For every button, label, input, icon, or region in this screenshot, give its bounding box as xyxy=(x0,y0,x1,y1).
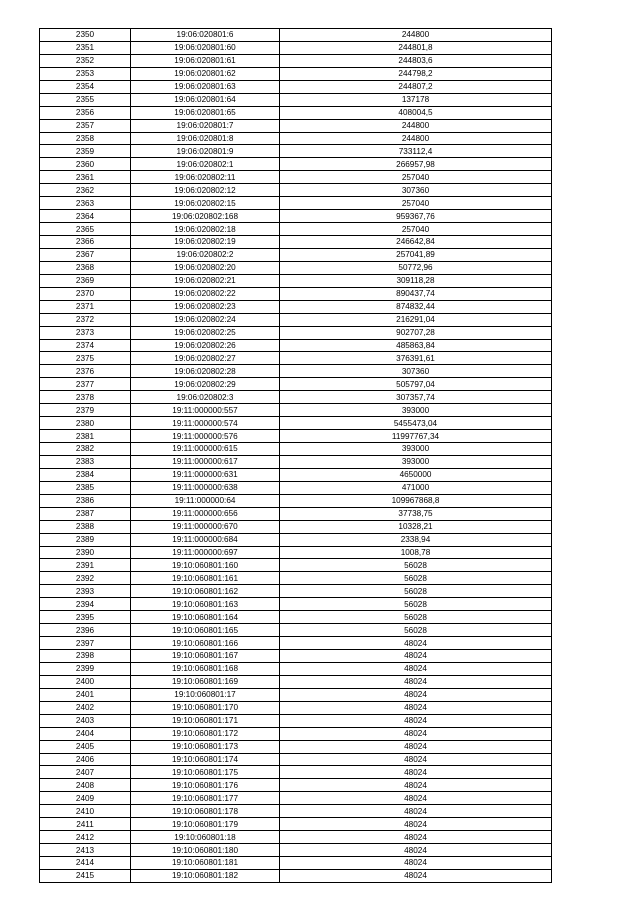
cadastral-number-cell: 19:11:000000:617 xyxy=(131,455,280,468)
value-cell: 137178 xyxy=(280,93,552,106)
row-number-cell: 2396 xyxy=(40,624,131,637)
cadastral-number-cell: 19:10:060801:176 xyxy=(131,779,280,792)
row-number-cell: 2366 xyxy=(40,236,131,249)
value-cell: 48024 xyxy=(280,857,552,870)
value-cell: 48024 xyxy=(280,714,552,727)
table-row xyxy=(40,197,552,210)
table-row xyxy=(40,210,552,223)
value-cell: 244801,8 xyxy=(280,41,552,54)
row-number-cell: 2394 xyxy=(40,598,131,611)
row-number-cell: 2400 xyxy=(40,675,131,688)
table-row xyxy=(40,430,552,443)
row-number-cell: 2411 xyxy=(40,818,131,831)
table-row xyxy=(40,494,552,507)
table-row xyxy=(40,857,552,870)
value-cell: 307360 xyxy=(280,365,552,378)
cadastral-number-cell: 19:11:000000:615 xyxy=(131,443,280,456)
row-number-cell: 2357 xyxy=(40,119,131,132)
table-row xyxy=(40,313,552,326)
cadastral-number-cell: 19:11:000000:656 xyxy=(131,507,280,520)
row-number-cell: 2413 xyxy=(40,844,131,857)
cadastral-number-cell: 19:06:020802:26 xyxy=(131,339,280,352)
row-number-cell: 2371 xyxy=(40,300,131,313)
value-cell: 56028 xyxy=(280,624,552,637)
value-cell: 48024 xyxy=(280,727,552,740)
table-row xyxy=(40,714,552,727)
table-row xyxy=(40,831,552,844)
row-number-cell: 2369 xyxy=(40,274,131,287)
value-cell: 48024 xyxy=(280,662,552,675)
cadastral-value-table xyxy=(39,28,552,883)
table-row xyxy=(40,236,552,249)
value-cell: 48024 xyxy=(280,831,552,844)
row-number-cell: 2407 xyxy=(40,766,131,779)
table-row xyxy=(40,106,552,119)
cadastral-number-cell: 19:11:000000:557 xyxy=(131,404,280,417)
value-cell: 408004,5 xyxy=(280,106,552,119)
value-cell: 244800 xyxy=(280,119,552,132)
table-row xyxy=(40,54,552,67)
cadastral-number-cell: 19:06:020801:65 xyxy=(131,106,280,119)
cadastral-number-cell: 19:10:060801:177 xyxy=(131,792,280,805)
row-number-cell: 2414 xyxy=(40,857,131,870)
value-cell: 244800 xyxy=(280,29,552,42)
value-cell: 393000 xyxy=(280,455,552,468)
row-number-cell: 2409 xyxy=(40,792,131,805)
value-cell: 48024 xyxy=(280,753,552,766)
row-number-cell: 2399 xyxy=(40,662,131,675)
table-row xyxy=(40,261,552,274)
table-row xyxy=(40,326,552,339)
table-row xyxy=(40,805,552,818)
row-number-cell: 2374 xyxy=(40,339,131,352)
value-cell: 48024 xyxy=(280,701,552,714)
table-row xyxy=(40,404,552,417)
cadastral-number-cell: 19:11:000000:670 xyxy=(131,520,280,533)
value-cell: 56028 xyxy=(280,559,552,572)
row-number-cell: 2392 xyxy=(40,572,131,585)
cadastral-number-cell: 19:10:060801:168 xyxy=(131,662,280,675)
value-cell: 733112,4 xyxy=(280,145,552,158)
value-cell: 48024 xyxy=(280,740,552,753)
value-cell: 48024 xyxy=(280,869,552,882)
cadastral-number-cell: 19:11:000000:631 xyxy=(131,468,280,481)
value-cell: 4650000 xyxy=(280,468,552,481)
table-row xyxy=(40,533,552,546)
value-cell: 244807,2 xyxy=(280,80,552,93)
table-row xyxy=(40,779,552,792)
table-row xyxy=(40,792,552,805)
row-number-cell: 2362 xyxy=(40,184,131,197)
table-row xyxy=(40,80,552,93)
value-cell: 50772,96 xyxy=(280,261,552,274)
value-cell: 109967868,8 xyxy=(280,494,552,507)
row-number-cell: 2375 xyxy=(40,352,131,365)
row-number-cell: 2367 xyxy=(40,248,131,261)
table-row xyxy=(40,844,552,857)
value-cell: 48024 xyxy=(280,675,552,688)
cadastral-number-cell: 19:10:060801:166 xyxy=(131,637,280,650)
value-cell: 37738,75 xyxy=(280,507,552,520)
value-cell: 56028 xyxy=(280,611,552,624)
cadastral-number-cell: 19:06:020801:7 xyxy=(131,119,280,132)
row-number-cell: 2389 xyxy=(40,533,131,546)
table-row xyxy=(40,481,552,494)
value-cell: 48024 xyxy=(280,792,552,805)
cadastral-number-cell: 19:10:060801:170 xyxy=(131,701,280,714)
table-row xyxy=(40,119,552,132)
table-row xyxy=(40,67,552,80)
value-cell: 48024 xyxy=(280,805,552,818)
table-row xyxy=(40,507,552,520)
cadastral-number-cell: 19:10:060801:165 xyxy=(131,624,280,637)
table-row xyxy=(40,287,552,300)
table-row xyxy=(40,365,552,378)
table-row xyxy=(40,818,552,831)
value-cell: 48024 xyxy=(280,779,552,792)
cadastral-number-cell: 19:10:060801:161 xyxy=(131,572,280,585)
table-row xyxy=(40,624,552,637)
row-number-cell: 2365 xyxy=(40,223,131,236)
table-row xyxy=(40,753,552,766)
cadastral-number-cell: 19:06:020802:22 xyxy=(131,287,280,300)
value-cell: 902707,28 xyxy=(280,326,552,339)
table-row xyxy=(40,650,552,663)
row-number-cell: 2412 xyxy=(40,831,131,844)
value-cell: 48024 xyxy=(280,637,552,650)
row-number-cell: 2360 xyxy=(40,158,131,171)
value-cell: 48024 xyxy=(280,650,552,663)
value-cell: 309118,28 xyxy=(280,274,552,287)
cadastral-number-cell: 19:06:020802:1 xyxy=(131,158,280,171)
cadastral-number-cell: 19:06:020801:8 xyxy=(131,132,280,145)
cadastral-number-cell: 19:06:020802:2 xyxy=(131,248,280,261)
table-body xyxy=(40,29,552,883)
cadastral-number-cell: 19:06:020802:25 xyxy=(131,326,280,339)
table-row xyxy=(40,611,552,624)
value-cell: 56028 xyxy=(280,598,552,611)
table-row xyxy=(40,727,552,740)
cadastral-number-cell: 19:10:060801:172 xyxy=(131,727,280,740)
cadastral-number-cell: 19:10:060801:17 xyxy=(131,688,280,701)
value-cell: 1008,78 xyxy=(280,546,552,559)
cadastral-number-cell: 19:10:060801:182 xyxy=(131,869,280,882)
cadastral-number-cell: 19:10:060801:164 xyxy=(131,611,280,624)
value-cell: 11997767,34 xyxy=(280,430,552,443)
cadastral-number-cell: 19:10:060801:173 xyxy=(131,740,280,753)
table-row xyxy=(40,637,552,650)
value-cell: 959367,76 xyxy=(280,210,552,223)
table-row xyxy=(40,598,552,611)
cadastral-number-cell: 19:10:060801:174 xyxy=(131,753,280,766)
table-row xyxy=(40,352,552,365)
cadastral-number-cell: 19:10:060801:162 xyxy=(131,585,280,598)
cadastral-number-cell: 19:10:060801:175 xyxy=(131,766,280,779)
value-cell: 244803,6 xyxy=(280,54,552,67)
table-row xyxy=(40,766,552,779)
cadastral-number-cell: 19:06:020801:62 xyxy=(131,67,280,80)
value-cell: 48024 xyxy=(280,818,552,831)
row-number-cell: 2387 xyxy=(40,507,131,520)
row-number-cell: 2378 xyxy=(40,391,131,404)
row-number-cell: 2373 xyxy=(40,326,131,339)
row-number-cell: 2377 xyxy=(40,378,131,391)
value-cell: 257041,89 xyxy=(280,248,552,261)
cadastral-number-cell: 19:06:020802:12 xyxy=(131,184,280,197)
value-cell: 890437,74 xyxy=(280,287,552,300)
cadastral-number-cell: 19:06:020802:15 xyxy=(131,197,280,210)
row-number-cell: 2393 xyxy=(40,585,131,598)
value-cell: 2338,94 xyxy=(280,533,552,546)
row-number-cell: 2415 xyxy=(40,869,131,882)
value-cell: 257040 xyxy=(280,223,552,236)
value-cell: 10328,21 xyxy=(280,520,552,533)
value-cell: 56028 xyxy=(280,572,552,585)
cadastral-number-cell: 19:06:020801:6 xyxy=(131,29,280,42)
value-cell: 244800 xyxy=(280,132,552,145)
value-cell: 257040 xyxy=(280,171,552,184)
value-cell: 393000 xyxy=(280,404,552,417)
cadastral-number-cell: 19:06:020801:61 xyxy=(131,54,280,67)
table-row xyxy=(40,223,552,236)
row-number-cell: 2405 xyxy=(40,740,131,753)
cadastral-number-cell: 19:06:020802:29 xyxy=(131,378,280,391)
table-row xyxy=(40,546,552,559)
row-number-cell: 2368 xyxy=(40,261,131,274)
cadastral-number-cell: 19:06:020802:28 xyxy=(131,365,280,378)
table-row xyxy=(40,248,552,261)
table-row xyxy=(40,701,552,714)
row-number-cell: 2402 xyxy=(40,701,131,714)
cadastral-number-cell: 19:10:060801:171 xyxy=(131,714,280,727)
row-number-cell: 2353 xyxy=(40,67,131,80)
row-number-cell: 2390 xyxy=(40,546,131,559)
cadastral-number-cell: 19:10:060801:160 xyxy=(131,559,280,572)
value-cell: 48024 xyxy=(280,766,552,779)
table-row xyxy=(40,455,552,468)
value-cell: 505797,04 xyxy=(280,378,552,391)
row-number-cell: 2370 xyxy=(40,287,131,300)
cadastral-number-cell: 19:11:000000:684 xyxy=(131,533,280,546)
cadastral-number-cell: 19:06:020802:20 xyxy=(131,261,280,274)
cadastral-number-cell: 19:06:020802:23 xyxy=(131,300,280,313)
table-row xyxy=(40,41,552,54)
table-row xyxy=(40,184,552,197)
table-row xyxy=(40,468,552,481)
row-number-cell: 2395 xyxy=(40,611,131,624)
row-number-cell: 2361 xyxy=(40,171,131,184)
cadastral-number-cell: 19:06:020802:3 xyxy=(131,391,280,404)
row-number-cell: 2363 xyxy=(40,197,131,210)
cadastral-number-cell: 19:06:020802:18 xyxy=(131,223,280,236)
cadastral-number-cell: 19:11:000000:697 xyxy=(131,546,280,559)
row-number-cell: 2388 xyxy=(40,520,131,533)
row-number-cell: 2352 xyxy=(40,54,131,67)
cadastral-number-cell: 19:06:020802:19 xyxy=(131,236,280,249)
value-cell: 216291,04 xyxy=(280,313,552,326)
row-number-cell: 2391 xyxy=(40,559,131,572)
table-row xyxy=(40,132,552,145)
table-row xyxy=(40,145,552,158)
row-number-cell: 2386 xyxy=(40,494,131,507)
row-number-cell: 2381 xyxy=(40,430,131,443)
table-row xyxy=(40,391,552,404)
table-row xyxy=(40,869,552,882)
row-number-cell: 2351 xyxy=(40,41,131,54)
row-number-cell: 2358 xyxy=(40,132,131,145)
cadastral-number-cell: 19:06:020802:11 xyxy=(131,171,280,184)
cadastral-number-cell: 19:10:060801:180 xyxy=(131,844,280,857)
row-number-cell: 2398 xyxy=(40,650,131,663)
cadastral-number-cell: 19:06:020802:27 xyxy=(131,352,280,365)
table-row xyxy=(40,171,552,184)
row-number-cell: 2359 xyxy=(40,145,131,158)
table-row xyxy=(40,662,552,675)
table-row xyxy=(40,378,552,391)
cadastral-number-cell: 19:06:020801:60 xyxy=(131,41,280,54)
table-row xyxy=(40,417,552,430)
cadastral-number-cell: 19:10:060801:18 xyxy=(131,831,280,844)
row-number-cell: 2376 xyxy=(40,365,131,378)
table-row xyxy=(40,675,552,688)
row-number-cell: 2408 xyxy=(40,779,131,792)
table-row xyxy=(40,93,552,106)
row-number-cell: 2382 xyxy=(40,443,131,456)
row-number-cell: 2384 xyxy=(40,468,131,481)
cadastral-number-cell: 19:10:060801:179 xyxy=(131,818,280,831)
table-row xyxy=(40,274,552,287)
value-cell: 244798,2 xyxy=(280,67,552,80)
row-number-cell: 2356 xyxy=(40,106,131,119)
row-number-cell: 2410 xyxy=(40,805,131,818)
table-row xyxy=(40,688,552,701)
table-row xyxy=(40,572,552,585)
value-cell: 485863,84 xyxy=(280,339,552,352)
cadastral-number-cell: 19:06:020802:21 xyxy=(131,274,280,287)
value-cell: 257040 xyxy=(280,197,552,210)
row-number-cell: 2364 xyxy=(40,210,131,223)
cadastral-number-cell: 19:11:000000:64 xyxy=(131,494,280,507)
value-cell: 393000 xyxy=(280,443,552,456)
cadastral-number-cell: 19:10:060801:178 xyxy=(131,805,280,818)
table-row xyxy=(40,300,552,313)
row-number-cell: 2350 xyxy=(40,29,131,42)
row-number-cell: 2379 xyxy=(40,404,131,417)
table-row xyxy=(40,158,552,171)
value-cell: 376391,61 xyxy=(280,352,552,365)
value-cell: 5455473,04 xyxy=(280,417,552,430)
table-row xyxy=(40,520,552,533)
row-number-cell: 2401 xyxy=(40,688,131,701)
row-number-cell: 2355 xyxy=(40,93,131,106)
value-cell: 48024 xyxy=(280,844,552,857)
table-row xyxy=(40,339,552,352)
cadastral-number-cell: 19:06:020801:64 xyxy=(131,93,280,106)
cadastral-number-cell: 19:10:060801:163 xyxy=(131,598,280,611)
table-row xyxy=(40,559,552,572)
cadastral-number-cell: 19:10:060801:181 xyxy=(131,857,280,870)
row-number-cell: 2385 xyxy=(40,481,131,494)
value-cell: 48024 xyxy=(280,688,552,701)
cadastral-number-cell: 19:11:000000:576 xyxy=(131,430,280,443)
row-number-cell: 2372 xyxy=(40,313,131,326)
table-row xyxy=(40,585,552,598)
row-number-cell: 2354 xyxy=(40,80,131,93)
cadastral-number-cell: 19:10:060801:169 xyxy=(131,675,280,688)
cadastral-number-cell: 19:10:060801:167 xyxy=(131,650,280,663)
value-cell: 266957,98 xyxy=(280,158,552,171)
cadastral-number-cell: 19:06:020802:168 xyxy=(131,210,280,223)
row-number-cell: 2403 xyxy=(40,714,131,727)
value-cell: 246642,84 xyxy=(280,236,552,249)
value-cell: 471000 xyxy=(280,481,552,494)
row-number-cell: 2404 xyxy=(40,727,131,740)
row-number-cell: 2406 xyxy=(40,753,131,766)
value-cell: 307357,74 xyxy=(280,391,552,404)
row-number-cell: 2380 xyxy=(40,417,131,430)
value-cell: 874832,44 xyxy=(280,300,552,313)
value-cell: 56028 xyxy=(280,585,552,598)
table-row xyxy=(40,443,552,456)
row-number-cell: 2383 xyxy=(40,455,131,468)
table-row xyxy=(40,740,552,753)
cadastral-number-cell: 19:06:020801:9 xyxy=(131,145,280,158)
cadastral-number-cell: 19:06:020802:24 xyxy=(131,313,280,326)
value-cell: 307360 xyxy=(280,184,552,197)
cadastral-number-cell: 19:11:000000:638 xyxy=(131,481,280,494)
cadastral-number-cell: 19:11:000000:574 xyxy=(131,417,280,430)
table-row xyxy=(40,29,552,42)
row-number-cell: 2397 xyxy=(40,637,131,650)
cadastral-number-cell: 19:06:020801:63 xyxy=(131,80,280,93)
